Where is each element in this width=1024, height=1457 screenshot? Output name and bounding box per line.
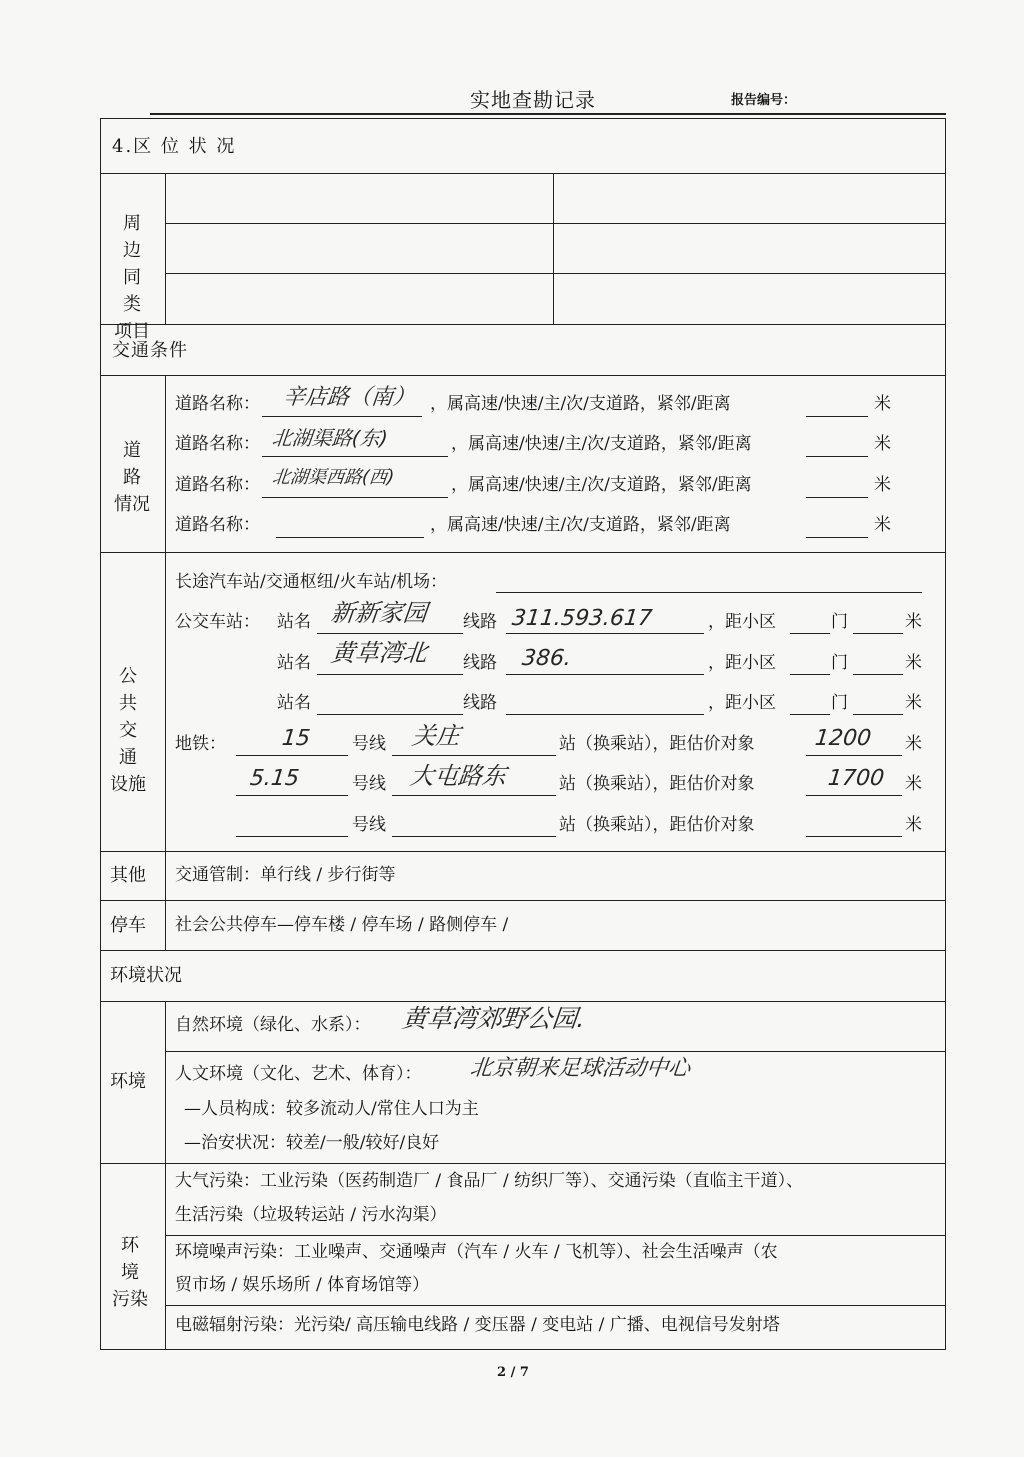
row-divider bbox=[100, 552, 946, 553]
section-title: 4.区 位 状 况 bbox=[112, 136, 237, 157]
row-divider bbox=[165, 1235, 946, 1236]
row-divider bbox=[100, 1001, 946, 1002]
distance-text: ，距小区 bbox=[708, 612, 776, 632]
station-text: 站（换乘站），距估价对象 bbox=[559, 774, 755, 794]
stop-name-value: 黄草湾北 bbox=[329, 639, 429, 667]
road-unit: 米 bbox=[874, 394, 891, 414]
row-divider bbox=[165, 1305, 946, 1306]
line-underline bbox=[236, 755, 348, 756]
row-divider bbox=[100, 324, 946, 325]
road-type-text: ，属高速/快速/主/次/支道路，紧邻/距离 bbox=[430, 394, 731, 414]
distance-unit: 米 bbox=[905, 734, 922, 754]
station-underline bbox=[392, 836, 556, 837]
line-label: 号线 bbox=[352, 815, 386, 835]
station-text: 站（换乘站），距估价对象 bbox=[559, 734, 755, 754]
road-name-value: 北湖渠西路(西) bbox=[270, 467, 396, 488]
noise-pollution-text: 环境噪声污染：工业噪声、交通噪声（汽车 / 火车 / 飞机等）、社会生活噪声（农 bbox=[175, 1242, 778, 1262]
line-underline bbox=[236, 836, 348, 837]
station-value: 关庄 bbox=[410, 722, 462, 750]
road-name-underline bbox=[262, 416, 422, 417]
natural-environment-value: 黄草湾郊野公园. bbox=[400, 1004, 587, 1033]
distance-text: ，距小区 bbox=[708, 693, 776, 713]
distance-unit: 米 bbox=[905, 774, 922, 794]
gate-label: 门 bbox=[831, 653, 848, 673]
column-divider bbox=[165, 375, 166, 851]
route-value: 311.593.617 bbox=[510, 606, 654, 631]
column-divider bbox=[165, 1001, 166, 1350]
road-name-label: 道路名称： bbox=[175, 394, 260, 414]
subway-label: 地铁： bbox=[175, 734, 226, 754]
road-name-underline bbox=[262, 497, 448, 498]
distance-unit: 米 bbox=[905, 612, 922, 632]
distance-unit: 米 bbox=[905, 815, 922, 835]
stop-name-underline bbox=[317, 674, 463, 675]
column-divider bbox=[553, 173, 554, 324]
emf-pollution-text: 电磁辐射污染：光污染/ 高压输电线路 / 变压器 / 变电站 / 广播、电视信号发射塔 bbox=[175, 1315, 780, 1335]
road-type-text: ，属高速/快速/主/次/支道路，紧邻/距离 bbox=[430, 515, 731, 535]
row-divider bbox=[100, 900, 946, 901]
pollution-label: 环 境 污染 bbox=[112, 1235, 148, 1310]
environment-status-heading: 环境状况 bbox=[110, 965, 182, 986]
natural-environment-label: 自然环境（绿化、水系）： bbox=[175, 1015, 371, 1035]
stop-name-label: 站名 bbox=[277, 612, 311, 632]
environment-label: 环境 bbox=[110, 1071, 146, 1092]
stop-name-label: 站名 bbox=[277, 693, 311, 713]
distance-unit: 米 bbox=[905, 653, 922, 673]
distance-underline bbox=[806, 795, 902, 796]
gate-label: 门 bbox=[831, 693, 848, 713]
security-text: —治安状况：较差/一般/较好/良好 bbox=[184, 1133, 440, 1153]
transit-label: 公 共 交 通 设施 bbox=[110, 666, 146, 795]
distance-underline bbox=[853, 714, 903, 715]
gate-underline bbox=[790, 714, 830, 715]
stop-name-value: 新新家园 bbox=[329, 599, 429, 627]
route-label: 线路 bbox=[463, 612, 497, 632]
road-distance-underline bbox=[806, 497, 868, 498]
line-underline bbox=[236, 795, 348, 796]
stop-name-underline bbox=[317, 714, 463, 715]
distance-value: 1200 bbox=[813, 726, 873, 751]
line-value: 5.15 bbox=[248, 766, 301, 791]
road-type-text: ，属高速/快速/主/次/支道路，紧邻/距离 bbox=[451, 475, 752, 495]
gate-underline bbox=[790, 633, 830, 634]
route-underline bbox=[506, 674, 704, 675]
station-value: 大屯路东 bbox=[408, 762, 508, 790]
row-divider bbox=[100, 1163, 946, 1164]
route-label: 线路 bbox=[463, 653, 497, 673]
parking-label: 停车 bbox=[110, 915, 146, 936]
route-label: 线路 bbox=[463, 693, 497, 713]
document-title: 实地查勘记录 bbox=[470, 88, 596, 112]
road-name-label: 道路名称： bbox=[175, 434, 260, 454]
bus-label: 公交车站： bbox=[175, 612, 260, 632]
cultural-environment-value: 北京朝来足球活动中心 bbox=[468, 1056, 692, 1081]
line-value: 15 bbox=[280, 726, 312, 751]
air-pollution-text: 大气污染：工业污染（医药制造厂 / 食品厂 / 纺织厂等）、交通污染（直临主干道）、 bbox=[175, 1171, 804, 1191]
distance-value: 1700 bbox=[826, 766, 886, 791]
road-distance-underline bbox=[806, 416, 868, 417]
row-divider bbox=[165, 223, 946, 224]
parking-text: 社会公共停车—停车楼 / 停车场 / 路侧停车 / bbox=[175, 915, 509, 935]
row-divider bbox=[100, 375, 946, 376]
similar-projects-label: 周 边 同 类 项目 bbox=[114, 213, 150, 342]
noise-pollution-text-cont: 贸市场 / 娱乐场所 / 体育场馆等） bbox=[175, 1275, 430, 1295]
distance-text: ，距小区 bbox=[708, 653, 776, 673]
distance-underline bbox=[806, 755, 902, 756]
road-unit: 米 bbox=[874, 475, 891, 495]
road-distance-underline bbox=[806, 537, 868, 538]
line-label: 号线 bbox=[352, 774, 386, 794]
stop-name-underline bbox=[317, 633, 463, 634]
column-divider bbox=[165, 173, 166, 324]
road-name-value: 辛店路（南） bbox=[281, 385, 417, 410]
distance-underline bbox=[853, 633, 903, 634]
other-label: 其他 bbox=[110, 865, 146, 886]
traffic-heading: 交通条件 bbox=[112, 340, 188, 361]
station-text: 站（换乘站），距估价对象 bbox=[559, 815, 755, 835]
road-unit: 米 bbox=[874, 515, 891, 535]
column-divider bbox=[165, 851, 166, 950]
road-name-value: 北湖渠路(东) bbox=[270, 426, 389, 450]
cultural-environment-label: 人文环境（文化、艺术、体育）： bbox=[175, 1064, 422, 1084]
distance-unit: 米 bbox=[905, 693, 922, 713]
road-type-text: ，属高速/快速/主/次/支道路，紧邻/距离 bbox=[451, 434, 752, 454]
roads-label: 道 路 情况 bbox=[114, 440, 150, 515]
route-underline bbox=[506, 714, 704, 715]
line-label: 号线 bbox=[352, 734, 386, 754]
route-value: 386. bbox=[520, 646, 573, 671]
road-distance-underline bbox=[806, 456, 868, 457]
traffic-control-text: 交通管制：单行线 / 步行街等 bbox=[175, 865, 396, 885]
row-divider bbox=[100, 950, 946, 951]
gate-label: 门 bbox=[831, 612, 848, 632]
stop-name-label: 站名 bbox=[277, 653, 311, 673]
row-divider bbox=[100, 851, 946, 852]
road-name-label: 道路名称： bbox=[175, 515, 260, 535]
report-number-label: 报告编号： bbox=[731, 93, 797, 108]
road-name-underline bbox=[276, 537, 424, 538]
row-divider bbox=[165, 273, 946, 274]
row-divider bbox=[165, 1051, 946, 1052]
gate-underline bbox=[790, 674, 830, 675]
station-underline bbox=[392, 755, 556, 756]
page-number: 2 / 7 bbox=[497, 1365, 529, 1380]
air-pollution-text-cont: 生活污染（垃圾转运站 / 污水沟渠） bbox=[175, 1205, 447, 1225]
long-distance-label: 长途汽车站/交通枢纽/火车站/机场： bbox=[175, 572, 448, 592]
population-text: —人员构成：较多流动人/常住人口为主 bbox=[184, 1099, 479, 1119]
distance-underline bbox=[853, 674, 903, 675]
road-name-underline bbox=[262, 456, 448, 457]
route-underline bbox=[506, 633, 704, 634]
long-distance-underline bbox=[496, 592, 922, 593]
header-rule bbox=[150, 113, 946, 115]
road-unit: 米 bbox=[874, 434, 891, 454]
distance-underline bbox=[806, 836, 902, 837]
station-underline bbox=[392, 795, 556, 796]
road-name-label: 道路名称： bbox=[175, 475, 260, 495]
row-divider bbox=[100, 173, 946, 174]
